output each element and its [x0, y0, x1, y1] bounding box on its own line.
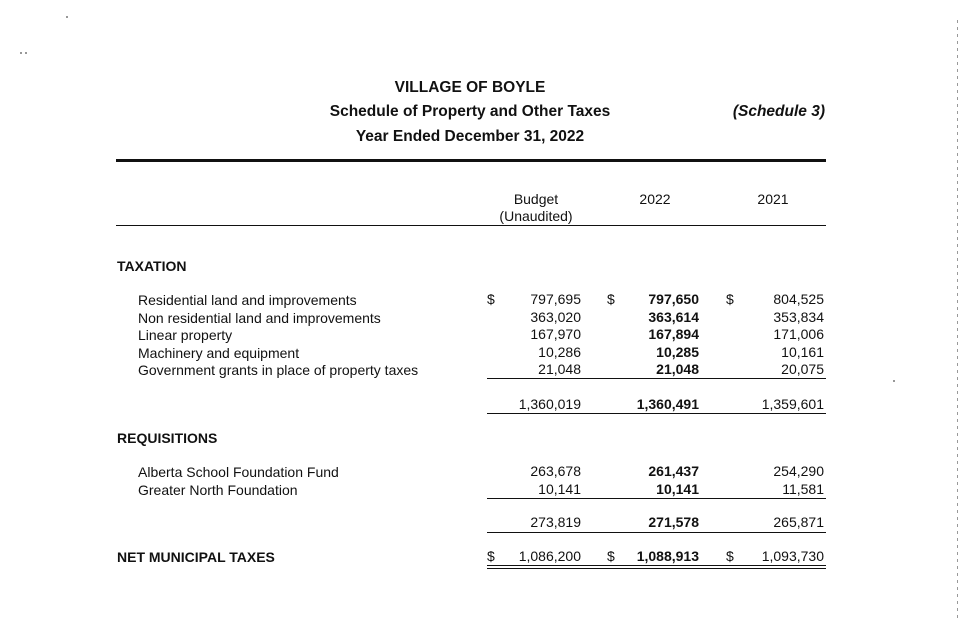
schedule-title: Schedule of Property and Other Taxes	[329, 103, 611, 120]
row-budget: 797,695	[530, 291, 581, 307]
header-rule	[116, 159, 826, 162]
requisitions-total-current: 271,578	[648, 514, 699, 530]
row-label: Machinery and equipment	[138, 345, 300, 361]
row-current: 797,650	[648, 291, 699, 307]
net-municipal-taxes-label: NET MUNICIPAL TAXES	[117, 549, 275, 565]
section-taxation-heading: TAXATION	[117, 258, 187, 274]
dollar-sign: $	[487, 548, 495, 564]
col-budget-sublabel: (Unaudited)	[499, 208, 573, 224]
scan-speck	[25, 52, 27, 54]
row-budget: 263,678	[530, 463, 581, 479]
row-budget: 21,048	[538, 361, 581, 377]
col-2022-label: 2022	[639, 191, 671, 207]
scan-edge	[957, 20, 958, 620]
row-prior: 254,290	[773, 463, 824, 479]
double-rule-top	[487, 565, 826, 566]
taxation-total-current: 1,360,491	[636, 396, 699, 412]
net-current: 1,088,913	[636, 548, 699, 564]
row-prior: 171,006	[773, 326, 824, 342]
taxation-total-budget: 1,360,019	[518, 396, 581, 412]
subtotal-rule	[487, 378, 826, 379]
row-label: Non residential land and improvements	[138, 310, 381, 326]
row-prior: 804,525	[773, 291, 824, 307]
row-current: 363,614	[648, 309, 699, 325]
row-prior: 353,834	[773, 309, 824, 325]
col-2021-label: 2021	[757, 191, 789, 207]
subtotal-rule	[487, 498, 826, 499]
row-budget: 363,020	[530, 309, 581, 325]
requisitions-total-budget: 273,819	[530, 514, 581, 530]
row-current: 10,285	[656, 344, 699, 360]
dollar-sign: $	[607, 548, 615, 564]
row-label: Linear property	[138, 327, 233, 343]
dollar-sign: $	[487, 291, 495, 307]
row-prior: 20,075	[781, 361, 824, 377]
net-budget: 1,086,200	[518, 548, 581, 564]
dollar-sign: $	[726, 548, 734, 564]
row-current: 21,048	[656, 361, 699, 377]
double-rule-bottom	[487, 568, 826, 569]
row-budget: 10,141	[538, 481, 581, 497]
row-label: Alberta School Foundation Fund	[138, 464, 339, 480]
scan-speck	[66, 16, 68, 18]
row-prior: 11,581	[782, 481, 824, 497]
schedule-number: (Schedule 3)	[732, 103, 825, 120]
dollar-sign: $	[607, 291, 615, 307]
row-current: 261,437	[648, 463, 699, 479]
col-budget-label: Budget	[513, 191, 559, 207]
row-budget: 167,970	[530, 326, 581, 342]
row-label: Greater North Foundation	[138, 482, 298, 498]
scan-speck	[893, 380, 895, 382]
row-budget: 10,286	[538, 344, 581, 360]
row-label: Residential land and improvements	[138, 292, 357, 308]
requisitions-total-prior: 265,871	[773, 514, 824, 530]
section-requisitions-heading: REQUISITIONS	[117, 430, 218, 446]
total-rule	[487, 413, 826, 414]
row-current: 10,141	[656, 481, 699, 497]
row-prior: 10,161	[781, 344, 824, 360]
dollar-sign: $	[726, 291, 734, 307]
column-header-rule	[116, 225, 826, 226]
entity-name: VILLAGE OF BOYLE	[394, 79, 546, 96]
total-rule	[487, 532, 826, 533]
taxation-total-prior: 1,359,601	[761, 396, 824, 412]
scan-speck	[20, 52, 22, 54]
period-title: Year Ended December 31, 2022	[355, 128, 585, 145]
row-label: Government grants in place of property taxes	[138, 362, 419, 378]
row-current: 167,894	[648, 326, 699, 342]
net-prior: 1,093,730	[761, 548, 824, 564]
